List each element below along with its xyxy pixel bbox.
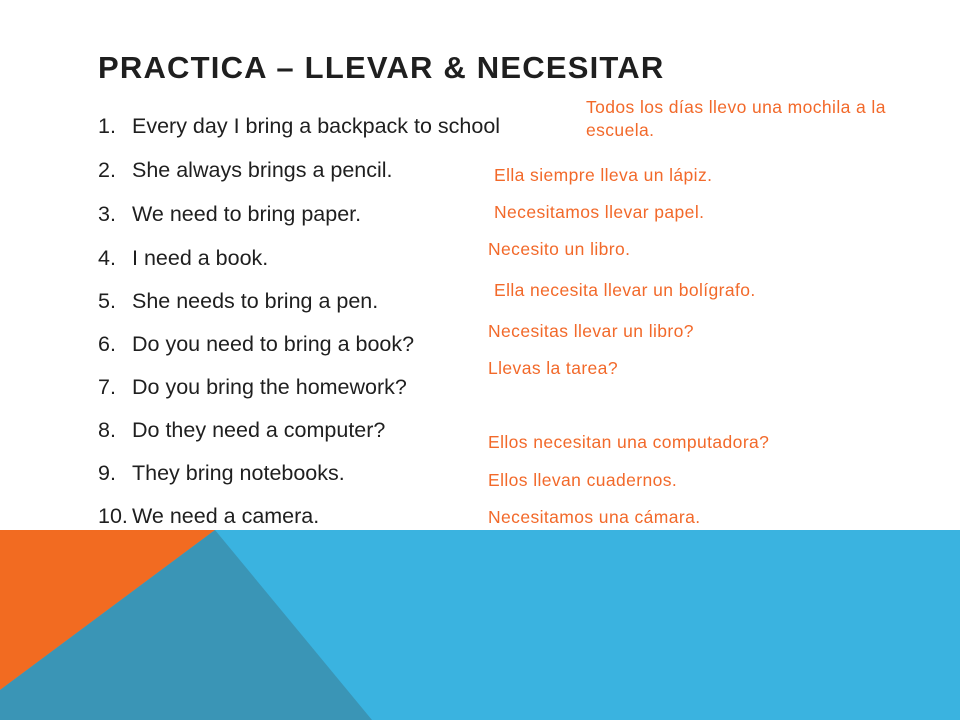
- list-item: 4. I need a book.: [98, 246, 269, 270]
- list-item: 10. We need a camera.: [98, 504, 320, 528]
- translation-5: Ella necesita llevar un bolígrafo.: [494, 280, 756, 300]
- slide-title: PRACTICA – LLEVAR & NECESITAR: [98, 50, 665, 85]
- translation-1: Todos los días llevo una mochila a la escuela.: [586, 97, 886, 140]
- translation-7: Llevas la tarea?: [488, 358, 618, 378]
- list-item: 8. Do they need a computer?: [98, 418, 386, 442]
- list-item: 7. Do you bring the homework?: [98, 375, 407, 399]
- list-item: 9. They bring notebooks.: [98, 461, 345, 485]
- translation-4: Necesito un libro.: [488, 239, 631, 259]
- translation-2: Ella siempre lleva un lápiz.: [494, 165, 713, 185]
- translation-3: Necesitamos llevar papel.: [494, 202, 705, 222]
- translation-9: Ellos llevan cuadernos.: [488, 470, 678, 490]
- list-item: 6. Do you need to bring a book?: [98, 332, 415, 356]
- list-item: 1. Every day I bring a backpack to school: [98, 114, 501, 138]
- translation-10: Necesitamos una cámara.: [488, 507, 701, 527]
- translation-6: Necesitas llevar un libro?: [488, 321, 694, 341]
- list-item: 3. We need to bring paper.: [98, 202, 362, 226]
- translation-8: Ellos necesitan una computadora?: [488, 432, 770, 452]
- list-item: 2. She always brings a pencil.: [98, 158, 393, 182]
- list-item: 5. She needs to bring a pen.: [98, 289, 379, 313]
